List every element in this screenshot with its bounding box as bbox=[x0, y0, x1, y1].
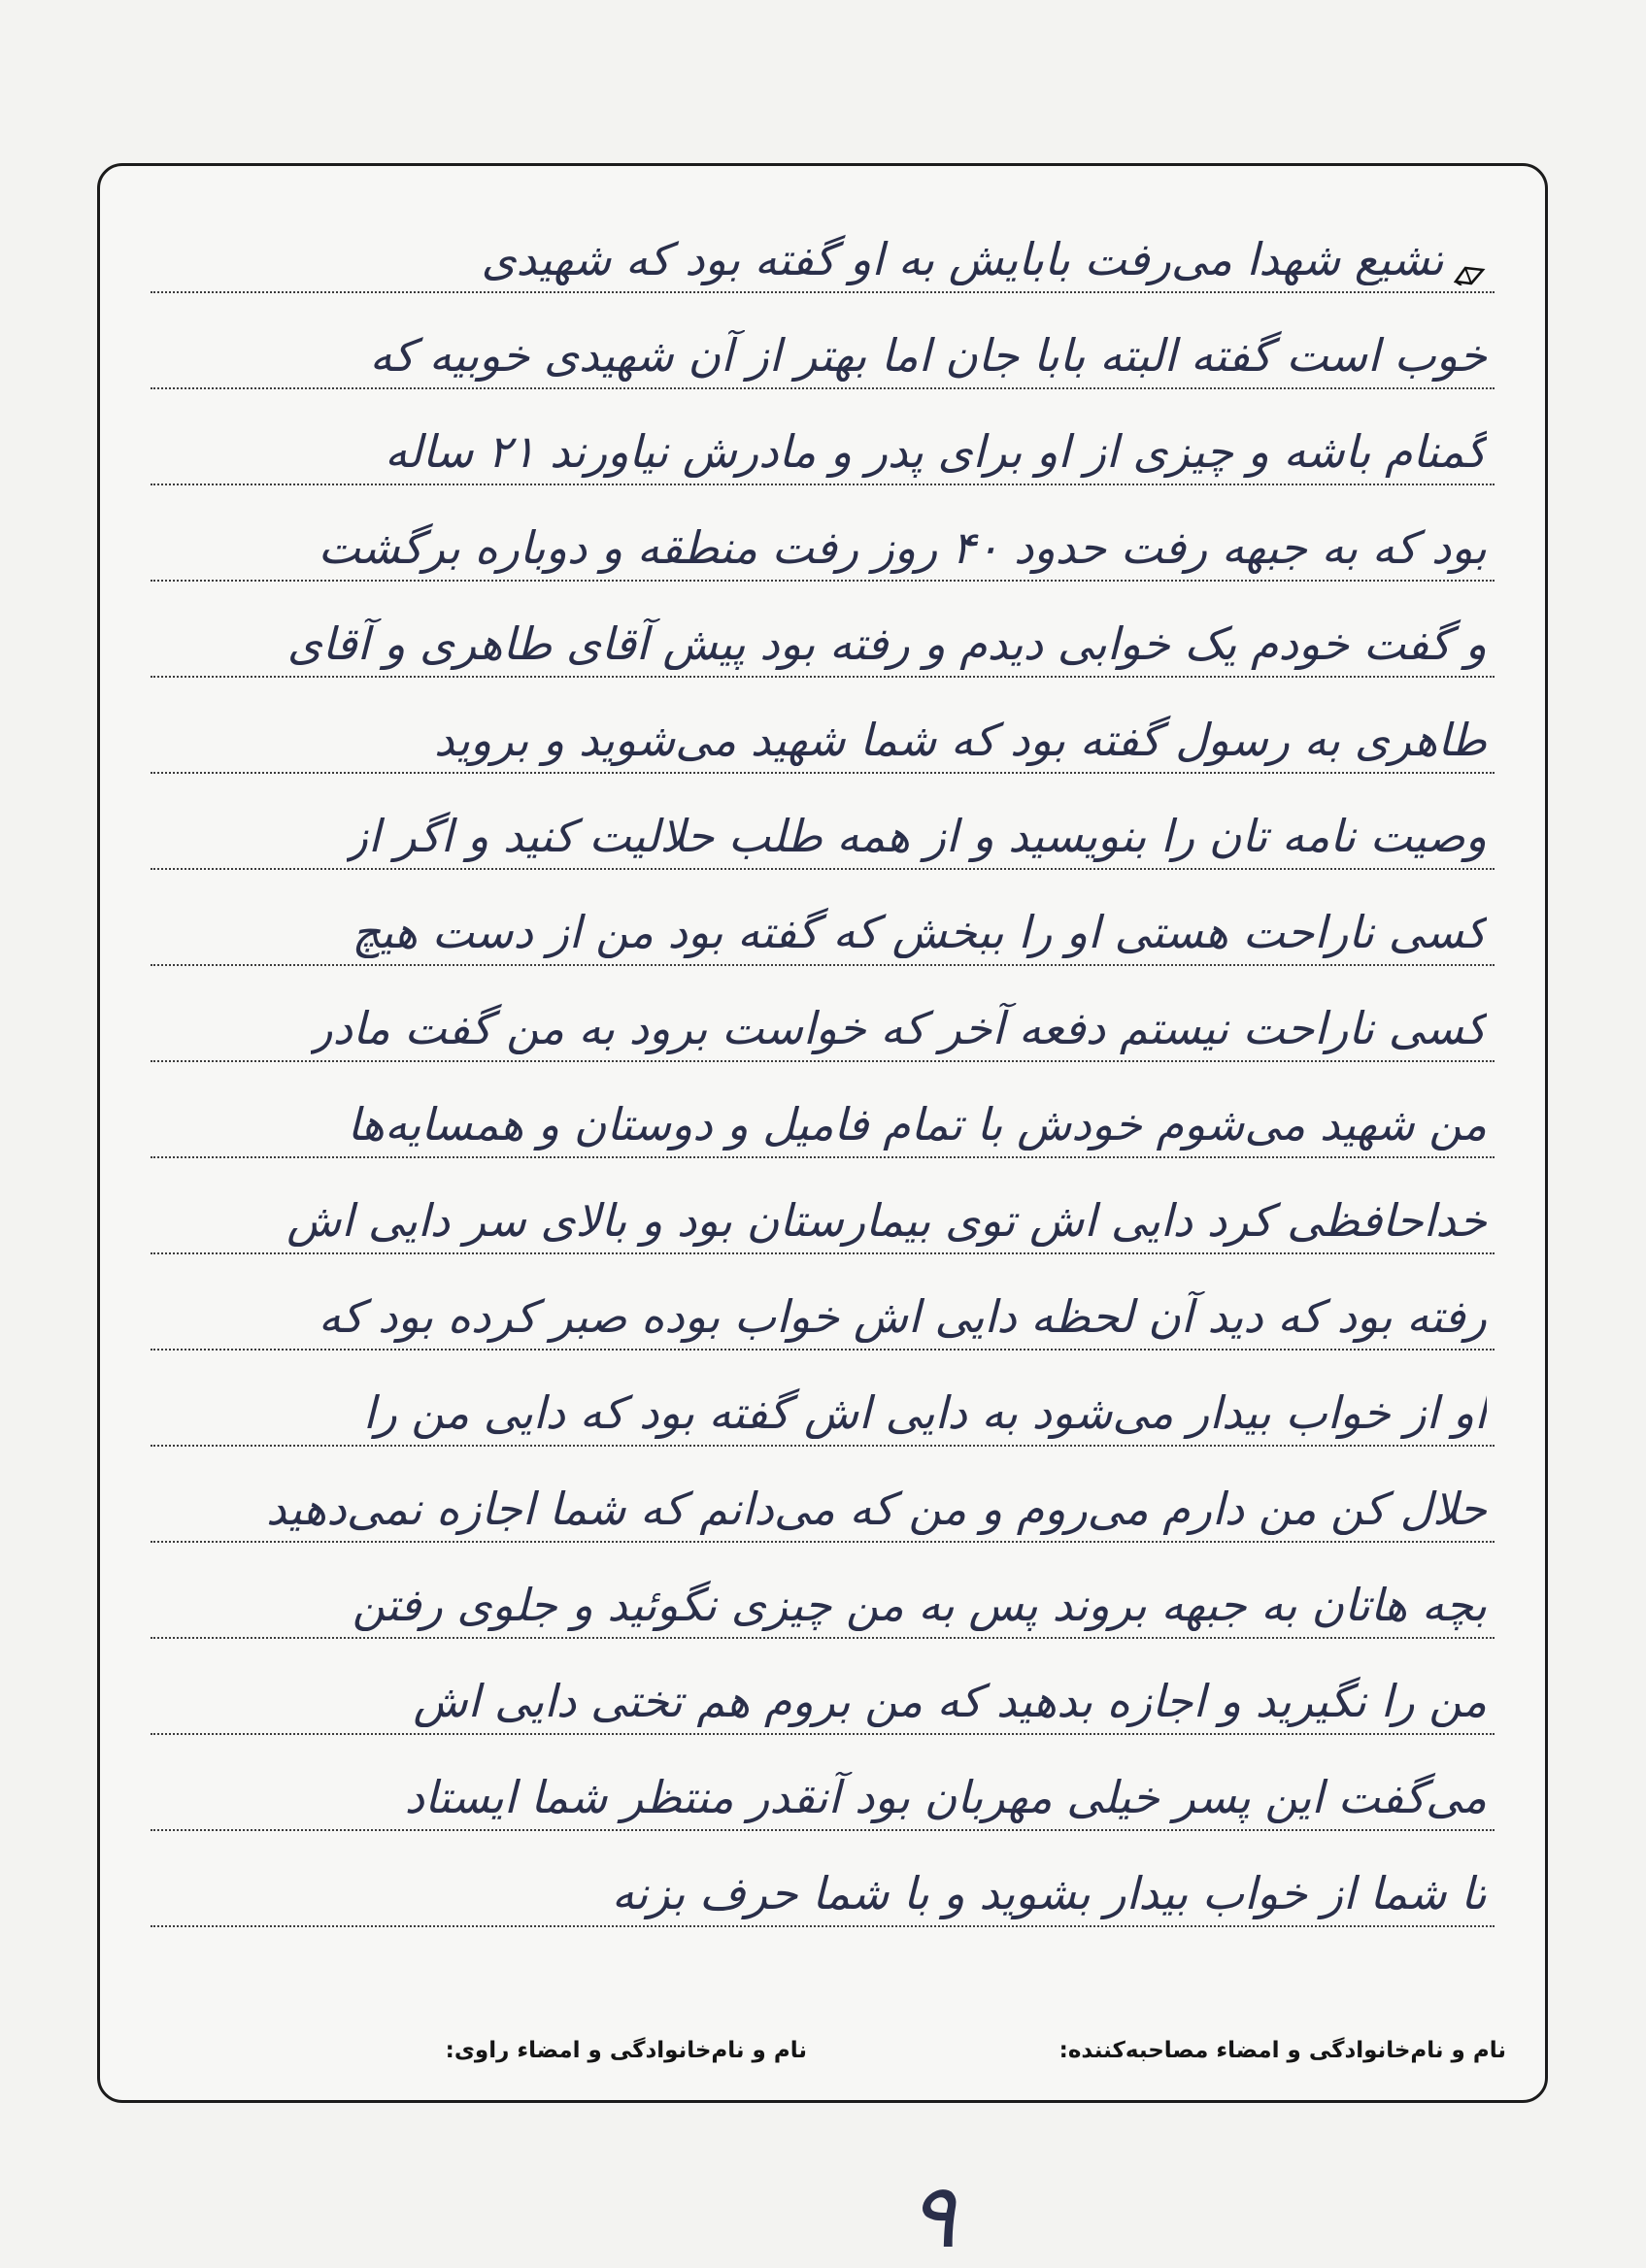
text-line bbox=[151, 1254, 1495, 1351]
text-line bbox=[151, 966, 1495, 1062]
pen-nib-icon bbox=[1454, 264, 1487, 285]
text-line bbox=[151, 1158, 1495, 1254]
line-text: و گفت خودم یک خوابی دیدم و رفته بود پیش آقای طاهری و آقای bbox=[286, 618, 1487, 670]
text-line bbox=[151, 485, 1495, 582]
line-text: گمنام باشه و چیزی از او برای پدر و مادرش نیاورند ۲۱ ساله bbox=[385, 426, 1487, 478]
text-line bbox=[151, 774, 1495, 870]
line-text: کسی ناراحت هستی او را ببخش که گفته بود من از دست هیچ bbox=[352, 907, 1487, 958]
line-text: بود که به جبهه رفت حدود ۴۰ روز رفت منطقه و دوباره برگشت bbox=[318, 522, 1487, 574]
line-text: بچه هاتان به جبهه بروند پس به من چیزی نگوئید و جلوی رفتن bbox=[352, 1580, 1487, 1631]
text-line bbox=[151, 1062, 1495, 1158]
text-line bbox=[151, 1447, 1495, 1543]
text-line bbox=[151, 1351, 1495, 1447]
text-line bbox=[151, 197, 1495, 293]
line-text: خوب است گفته البته بابا جان اما بهتر از آن شهیدی خوبیه که bbox=[369, 330, 1487, 382]
line-text: خداحافظی کرد دایی اش توی بیمارستان بود و بالای سر دایی اش bbox=[286, 1195, 1487, 1247]
line-text: حلال کن من دارم می‌روم و من که می‌دانم که شما اجازه نمی‌دهید bbox=[265, 1484, 1487, 1535]
line-text: رفته بود که دید آن لحظه دایی اش خواب بوده صبر کرده بود که bbox=[318, 1291, 1487, 1343]
line-text: او از خواب بیدار می‌شود به دایی اش گفته بود که دایی من را bbox=[362, 1387, 1487, 1439]
line-text: تشیع شهدا می‌رفت بابایش به او گفته بود که شهیدی bbox=[481, 234, 1444, 285]
handwritten-lines bbox=[151, 197, 1495, 1927]
page-number: ۹ bbox=[908, 2164, 957, 2268]
interviewer-signature-label: نام و نام‌خانوادگی و امضاء مصاحبه‌کننده: bbox=[1058, 2038, 1506, 2063]
text-line bbox=[151, 870, 1495, 966]
text-line bbox=[151, 293, 1495, 389]
text-line bbox=[151, 1735, 1495, 1831]
text-line bbox=[151, 1831, 1495, 1927]
text-line bbox=[151, 389, 1495, 485]
line-text: طاهری به رسول گفته بود که شما شهید می‌شوید و بروید bbox=[434, 715, 1487, 766]
line-text: من شهید می‌شوم خودش با تمام فامیل و دوستان و همسایه‌ها bbox=[347, 1099, 1487, 1151]
text-line bbox=[151, 678, 1495, 774]
text-line bbox=[151, 1543, 1495, 1639]
narrator-signature-label: نام و نام‌خانوادگی و امضاء راوی: bbox=[445, 2038, 807, 2063]
line-text: من را نگیرید و اجازه بدهید که من بروم هم تختی دایی اش bbox=[413, 1676, 1487, 1727]
text-line bbox=[151, 582, 1495, 678]
text-line bbox=[151, 1639, 1495, 1735]
line-text: تا شما از خواب بیدار بشوید و با شما حرف بزنه bbox=[611, 1868, 1487, 1919]
line-text: کسی ناراحت نیستم دفعه آخر که خواست برود به من گفت مادر bbox=[311, 1003, 1487, 1054]
line-text: می‌گفت این پسر خیلی مهربان بود آنقدر منتظر شما ایستاد bbox=[404, 1772, 1487, 1823]
interview-form-frame bbox=[97, 163, 1548, 2103]
line-text: وصیت نامه تان را بنویسید و از همه طلب حلالیت کنید و اگر از bbox=[346, 811, 1487, 862]
